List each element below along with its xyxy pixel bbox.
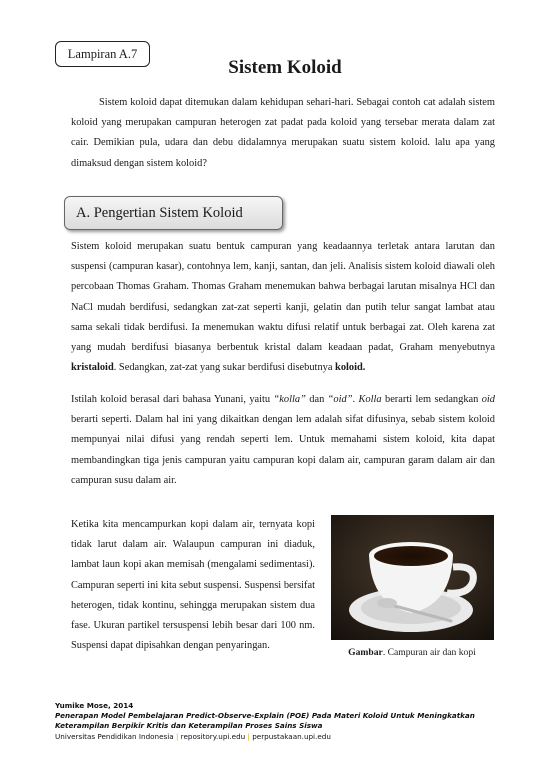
footer-separator: | [175, 731, 179, 741]
etymology-paragraph [71, 390, 495, 491]
footer-institution [55, 732, 475, 742]
term-oid-italic: oid [481, 394, 495, 405]
term-kolla-italic: Kolla [358, 394, 382, 405]
text-span: . Sedangkan, zat-zat yang sukar berdifusi disebutnya [113, 362, 336, 374]
footer-thesis-title: Penerapan Model Pembelajaran Predict-Observe-Explain (POE) Pada Materi Koloid Untuk Meningkatkan [55, 711, 475, 721]
section-heading: A. Pengertian Sistem Koloid [64, 196, 283, 230]
intro-paragraph: Sistem koloid dapat ditemukan dalam kehidupan sehari-hari. Sebagai contoh cat adalah sistem koloid yang merupakan campuran heterogen zat padat pada koloid yang tersebar merata dalam zat cair. Demikian pula, udara dan debu didalamnya merupakan suatu sistem koloid. lalu apa yang dimaksud dengan sistem koloid? [71, 97, 495, 169]
text-span: dan [305, 394, 328, 405]
coffee-cup-illustration [331, 515, 494, 640]
caption-text: . Campuran air dan kopi [382, 647, 476, 658]
page-title: Sistem Koloid [228, 57, 342, 78]
caption-label: Gambar [348, 647, 383, 658]
text-span: Sistem koloid merupakan suatu bentuk campuran yang keadaannya terletak antara larutan dan suspensi (campuran kasar), contohnya lem, kanji, santan, dan jeli. Analisis sistem koloid diawali oleh percobaan Thomas Graham. Thomas Graham menemukan bahwa berbagai larutan misalnya HCl dan NaCl mudah berdifusi, sedangkan zat-zat seperti kanji, gelatin dan putih telur sangat lambat atau sama sekali tidak berdifusi. Ia menemukan waktu difusi relatif untuk berbagai zat. Oleh karena zat yang mudah berdifusi biasanya berbentuk kristal dalam keadaan padat, Graham menyebutnya [71, 241, 495, 354]
term-kolla: “kolla” [273, 394, 306, 405]
suspension-paragraph: Ketika kita mencampurkan kopi dalam air, ternyata kopi tidak larut dalam air. Walaupun campuran ini diaduk, lambat laun kopi akan memisah (mengalami sedimentasi). Campuran seperti ini kita sebut suspensi. Suspensi bersifat heterogen, tidak kontinu, sehingga merupakan sistem dua fase. Ukuran partikel tersuspensi lebih besar dari 100 nm. Suspensi dapat dipisahkan dengan penyaringan. [71, 519, 315, 652]
term-koloid: koloid. [335, 362, 366, 374]
page-footer [55, 701, 475, 742]
text-span: berarti lem sedangkan [381, 394, 482, 405]
term-kristaloid: kristaloid [71, 362, 114, 374]
footer-repository-link[interactable]: repository.upi.edu [180, 731, 246, 741]
footer-thesis-title-cont: Keterampilan Berpikir Kritis dan Keterampilan Proses Sains Siswa [55, 721, 323, 731]
appendix-label: Lampiran A.7 [55, 41, 150, 67]
footer-separator: | [247, 731, 250, 741]
footer-library-link[interactable]: perpustakaan.upi.edu [252, 731, 331, 741]
footer-university: Universitas Pendidikan Indonesia [55, 731, 174, 741]
term-oid: “oid” [327, 394, 353, 405]
text-span: . [352, 394, 359, 405]
coffee-cup-image [331, 515, 494, 640]
definition-paragraph [71, 237, 495, 378]
image-caption [327, 647, 497, 658]
text-span: Istilah koloid berasal dari bahasa Yunani, yaitu [71, 394, 274, 405]
text-span: berarti seperti. Dalam hal ini yang dikaitkan dengan lem adalah sifat difusinya, sebab sistem koloid mempunyai nilai difusi yang rendah seperti lem. Untuk memahami sistem koloid, kita dapat membandingkan tiga jenis campuran yaitu campuran kopi dalam air, campuran garam dalam air dan campuran susu dalam air. [71, 414, 495, 486]
footer-author: Yumike Mose, 2014 [55, 701, 134, 710]
